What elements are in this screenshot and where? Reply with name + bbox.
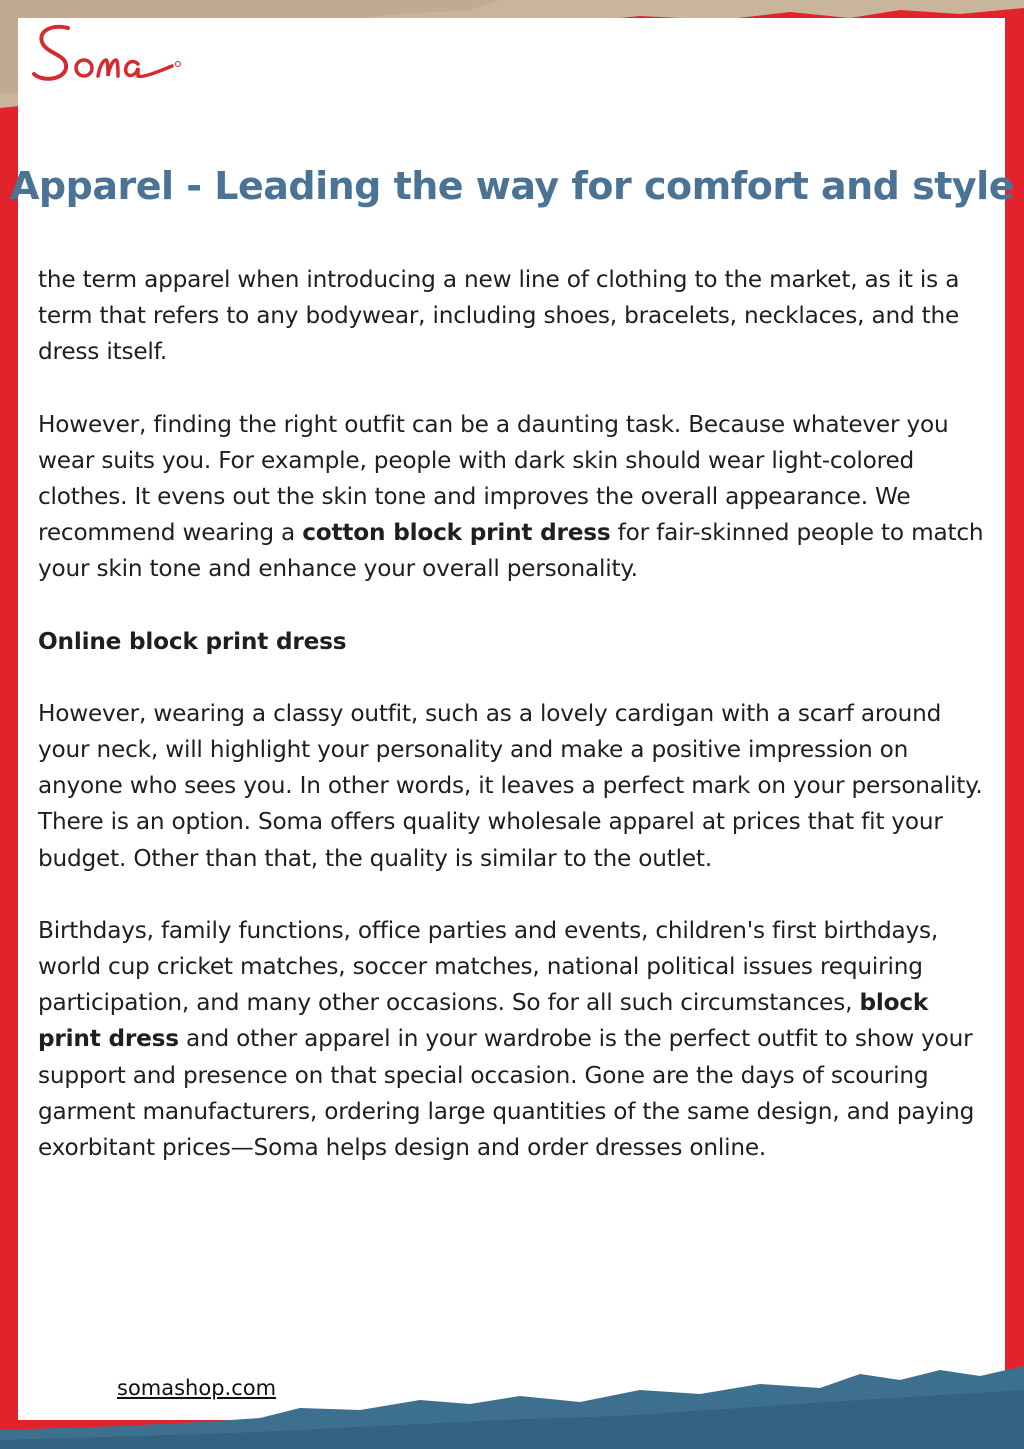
- soma-logo: [28, 20, 188, 90]
- torn-paper-bottom: [0, 1360, 1024, 1449]
- paragraph-outfit: However, finding the right outfit can be a daunting task. Because whatever you wear suits you. For example, people with dark skin should wear light-colored clothes. It evens out the skin tone and improves the overall appearance. We recommend wearing a cotton block print dress for fair-skinned people to match your skin tone and enhance your overall personality.: [38, 410, 984, 583]
- page-title: Apparel - Leading the way for comfort and style: [10, 164, 1014, 208]
- article-body: [38, 262, 988, 1202]
- paragraph-intro: the term apparel when introducing a new line of clothing to the market, as it is a term that refers to any bodywear, including shoes, bracelets, necklaces, and the dress itself.: [38, 266, 960, 366]
- subheading: Online block print dress: [38, 627, 347, 655]
- keyword-block-print-dress: block print dress: [38, 989, 929, 1053]
- website-link[interactable]: somashop.com: [117, 1376, 277, 1400]
- paragraph-occasions: Birthdays, family functions, office parties and events, children's first birthdays, world cup cricket matches, soccer matches, national political issues requiring participation, and many other occasions. So for all such circumstances, block print dress and other apparel in your wardrobe is the perfect outfit to show your support and presence on that special occasion. Gone are the days of scouring garment manufacturers, ordering large quantities of the same design, and paying exorbitant prices—Soma helps design and order dresses online.: [38, 916, 975, 1162]
- paragraph-classy: However, wearing a classy outfit, such as a lovely cardigan with a scarf around your neck, will highlight your personality and make a positive impression on anyone who sees you. In other words, it leaves a perfect mark on your personality. There is an option. Soma offers quality wholesale apparel at prices that fit your budget. Other than that, the quality is similar to the outlet.: [38, 699, 983, 872]
- keyword-cotton-block-print-dress: cotton block print dress: [302, 519, 611, 547]
